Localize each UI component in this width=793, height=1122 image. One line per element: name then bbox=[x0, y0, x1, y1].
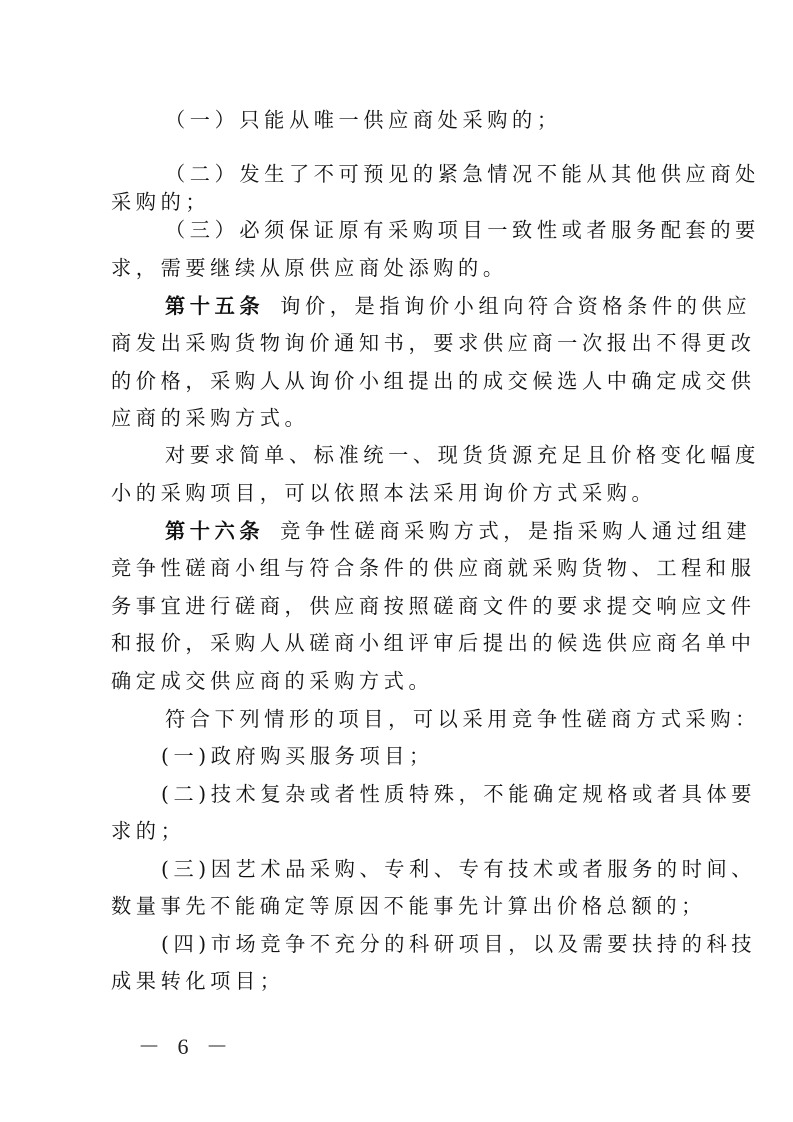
text-line: 采购的； bbox=[111, 190, 211, 214]
text-line: 符合下列情形的项目，可以采用竞争性磋商方式采购： bbox=[165, 707, 760, 731]
article-text: 竞争性磋商采购方式，是指采购人通过组建 bbox=[280, 519, 752, 543]
article-number: 第十五条 bbox=[165, 294, 265, 318]
text-line: (三)因艺术品采购、专利、专有技术或者服务的时间、 bbox=[161, 857, 757, 881]
text-line: 和报价，采购人从磋商小组评审后提出的候选供应商名单中 bbox=[111, 631, 756, 655]
text-line: （二）发生了不可预见的紧急情况不能从其他供应商处 bbox=[165, 162, 760, 186]
text-line: (二)技术复杂或者性质特殊，不能确定规格或者具体要 bbox=[161, 782, 757, 806]
text-line: 数量事先不能确定等原因不能事先计算出价格总额的； bbox=[111, 894, 706, 918]
text-line: 应商的采购方式。 bbox=[111, 406, 310, 430]
text-line: (一)政府购买服务项目； bbox=[161, 744, 434, 768]
text-line: 商发出采购货物询价通知书，要求供应商一次报出不得更改 bbox=[111, 331, 756, 355]
text-line: 求的； bbox=[111, 819, 186, 843]
text-line: (四)市场竞争不充分的科研项目，以及需要扶持的科技 bbox=[161, 932, 757, 956]
text-line: 求，需要继续从原供应商处添购的。 bbox=[111, 256, 508, 280]
text-line: 确定成交供应商的采购方式。 bbox=[111, 669, 434, 693]
article-15-line bbox=[165, 292, 751, 320]
text-line: 对要求简单、标准统一、现货货源充足且价格变化幅度 bbox=[165, 443, 760, 467]
article-number: 第十六条 bbox=[165, 519, 265, 543]
text-line: （一）只能从唯一供应商处采购的； bbox=[165, 108, 562, 132]
text-line: 务事宜进行磋商，供应商按照磋商文件的要求提交响应文件 bbox=[111, 594, 756, 618]
text-line: 小的采购项目，可以依照本法采用询价方式采购。 bbox=[111, 481, 657, 505]
text-line: 的价格，采购人从询价小组提出的成交候选人中确定成交供 bbox=[111, 369, 756, 393]
text-line: 成果转化项目； bbox=[111, 969, 285, 993]
text-line: （三）必须保证原有采购项目一致性或者服务配套的要 bbox=[165, 218, 760, 242]
page-number: － 6 － bbox=[138, 1034, 235, 1059]
article-text: 询价，是指询价小组向符合资格条件的供应 bbox=[280, 294, 752, 318]
article-16-line bbox=[165, 517, 751, 545]
text-line: 竞争性磋商小组与符合条件的供应商就采购货物、工程和服 bbox=[111, 556, 756, 580]
